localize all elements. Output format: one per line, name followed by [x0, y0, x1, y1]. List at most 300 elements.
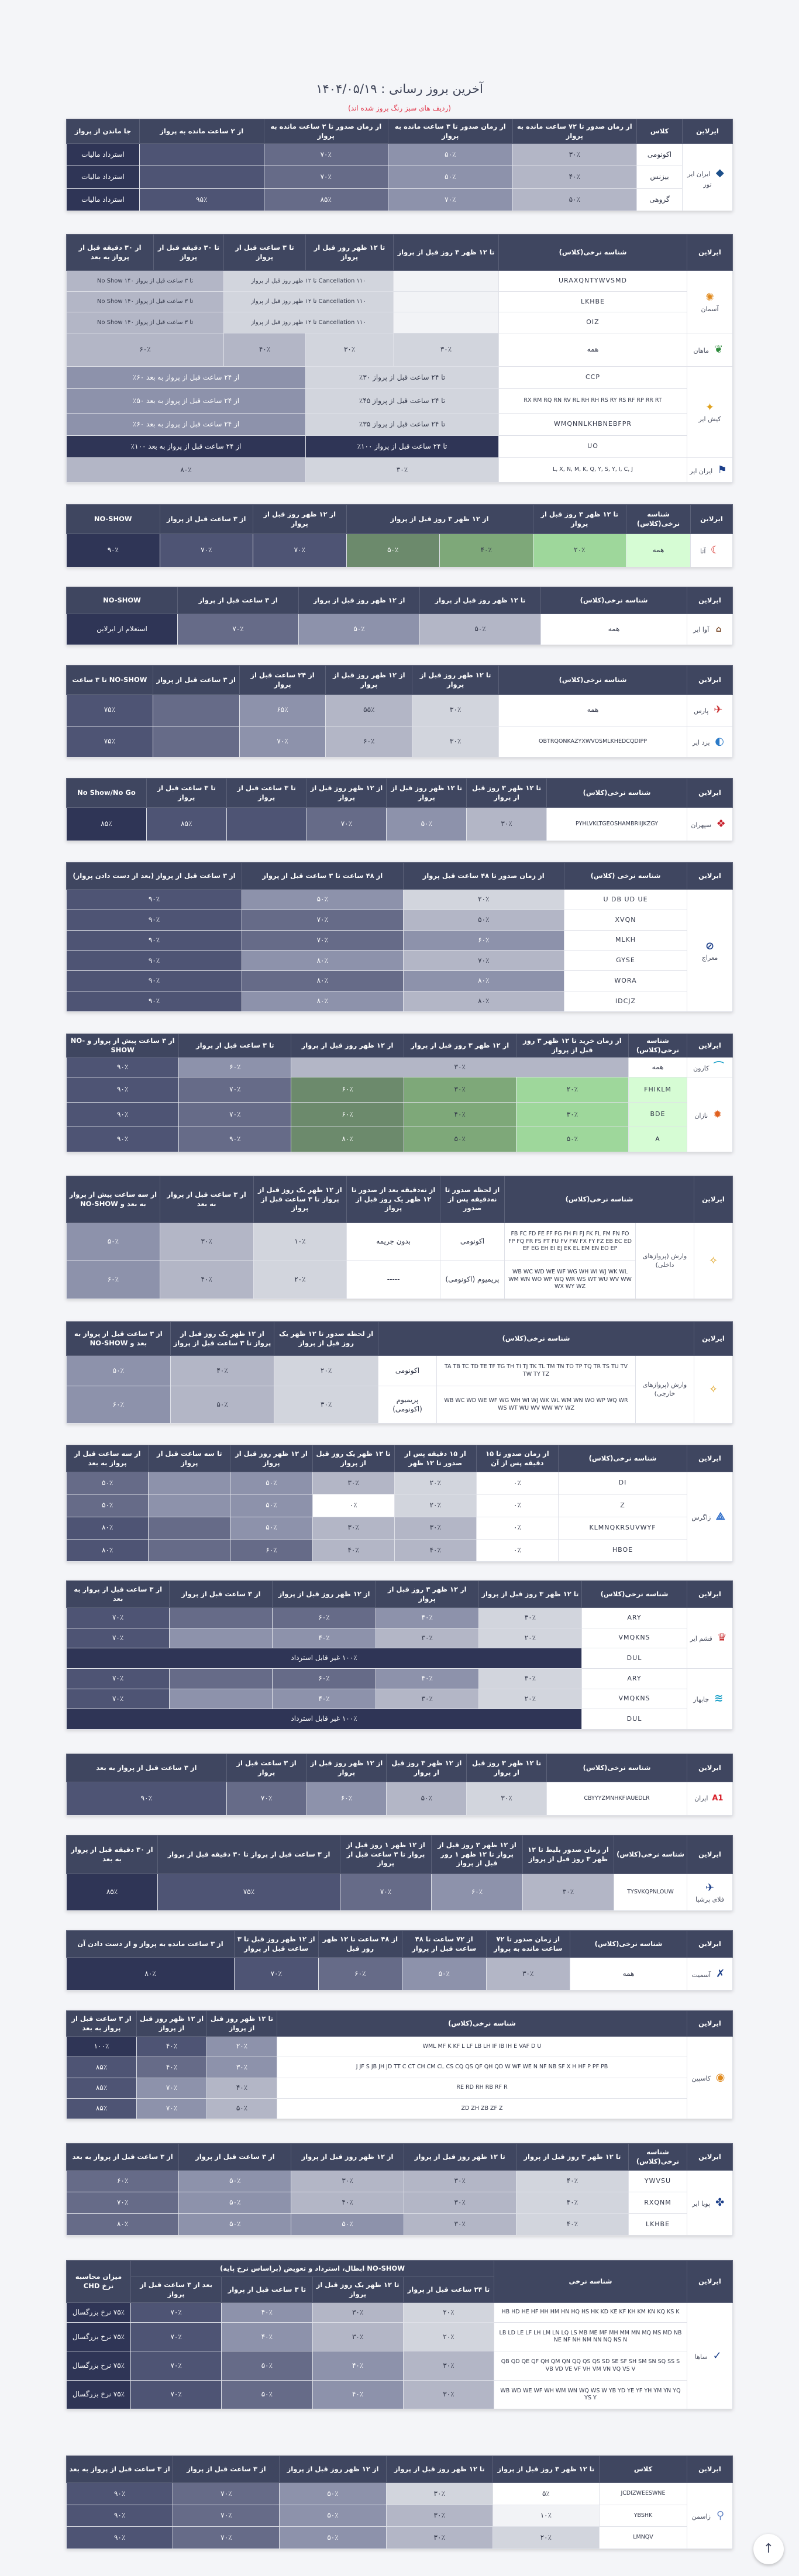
cell: استرداد مالیات [67, 166, 140, 188]
cell: YWVSU [629, 2171, 687, 2192]
cell: ۸۰٪ [403, 991, 564, 1012]
iranairtour-logo-icon: ◆ [715, 166, 724, 179]
cell: ۳۰٪ [412, 695, 499, 726]
cell: VMQKNS [582, 1689, 687, 1709]
airline-caron [687, 1058, 733, 1077]
th: تا ۱۲ ظهر ۳ روز قبل از پرواز [493, 2456, 599, 2483]
th: تا ۱۲ ظهر یک روز قبل از پرواز [312, 2277, 403, 2303]
flypersia-logo-icon: ✈ [705, 1881, 715, 1894]
cell: ۹۰٪ [67, 930, 242, 950]
cell: از ۲۴ ساعت قبل از پرواز به بعد ۶۰٪ [67, 413, 306, 435]
cell: ۵۰٪ [291, 2214, 404, 2236]
cell: Cancellation ۱۱۰ تا ۱۲ ظهر روز قبل از پرواز [224, 291, 394, 312]
cell: A [629, 1127, 687, 1152]
caspian-table [66, 2010, 733, 2119]
arrow-up-icon: ↑ [763, 2541, 774, 2556]
cell: ۱۰۰٪ غیر قابل استرداد [67, 1648, 582, 1669]
airline-label: زاگرس [691, 1514, 711, 1521]
green-rows-note: (ردیف های سبز رنگ بروز شده اند) [348, 104, 451, 112]
cell: ۶۰٪ [326, 726, 412, 757]
cell: استعلام از ایرلاین [67, 614, 178, 645]
cell: ۸۰٪ [67, 2214, 179, 2236]
page-title: آخرین بروز رسانی : ۱۴۰۴/۰۵/۱۹ [316, 82, 483, 96]
cell [394, 291, 499, 312]
airline-label: آسمیت [691, 1971, 711, 1979]
cell: ۳۰٪ [404, 2171, 516, 2192]
airline-label: ساها [694, 2353, 708, 2361]
cell: تا ۳ ساعت قبل از پرواز ۱۴۰ No Show [67, 271, 224, 292]
cell: ۱۰۰٪ غیر قابل استرداد [67, 1709, 582, 1730]
th: از زمان صدور تا ۴۸ ساعت قبل پرواز [403, 863, 564, 890]
cell: ۴۰٪ [222, 2303, 312, 2323]
cell: DI [559, 1472, 687, 1494]
cell: ۳۰٪ [516, 1102, 628, 1127]
cell: همه [629, 1058, 687, 1077]
cell: ۸۰٪ [67, 458, 306, 483]
cell: ۴۰٪ [224, 333, 306, 366]
cell: ۷۵٪ نرخ بزرگسال [67, 2323, 131, 2351]
th: از لحظه صدور تا نه‌دقیقه پس از صدور [440, 1176, 505, 1223]
cell: از ۲۴ ساعت قبل از پرواز به بعد ۶۰٪ [67, 366, 306, 388]
cell: ۳۰٪ [486, 1958, 570, 1990]
th: از ۳ ساعت قبل از پرواز (بعد از دست دادن پرواز) [67, 863, 242, 890]
cell: ۵۰٪ [67, 1472, 149, 1494]
cell: ۵۰٪ [280, 2527, 386, 2549]
th: از ۱۲ ظهر روز قبل از پرواز [273, 1581, 376, 1608]
cell [140, 144, 264, 166]
cell: ۳۰٪ [376, 1689, 478, 1709]
cell: از ۲۴ ساعت قبل از پرواز به بعد ۱۰۰٪ [67, 435, 306, 457]
cell: ۵۰٪ [230, 1517, 312, 1539]
cell: ۳۰٪ [404, 2192, 516, 2214]
th: از ۳ ساعت قبل از پرواز به بعد [67, 2011, 137, 2037]
cell: ۶۰٪ [273, 1608, 376, 1628]
yazdair-logo-icon: ◐ [715, 735, 724, 748]
cell: ۲۰٪ [394, 1472, 476, 1494]
cell: ۳۰٪ [404, 1077, 516, 1103]
cell: ۷۰٪ [242, 910, 404, 930]
th: ایرلاین [687, 587, 733, 614]
cell: ۹۰٪ [67, 1102, 179, 1127]
cell: ۵۰٪ [516, 1127, 628, 1152]
cell: ۳۰٪ [386, 2527, 493, 2549]
th: شناسه نرخی(کلاس) [614, 1835, 687, 1874]
cell: ۵۰٪ [242, 890, 404, 910]
nazhan-logo-icon: ✹ [713, 1108, 722, 1121]
zasmen-table [66, 2456, 733, 2549]
cell: GYSE [564, 950, 687, 971]
th: از ۱۲ ظهر ۳ روز قبل از پرواز [404, 1034, 516, 1058]
cell: ۹۰٪ [67, 991, 242, 1012]
cell: اکونومی [440, 1223, 505, 1261]
cell: ۴۰٪ [222, 2323, 312, 2351]
airline-label: ماهان [693, 346, 709, 354]
cell: ۸۵٪ [146, 808, 226, 841]
cell [170, 1668, 273, 1689]
cell: ۵۰٪ [179, 2192, 291, 2214]
th: از ۱۲ ظهر ۳ روز قبل از پرواز تا ۱۲ ظهر ۱ روز قبل از پرواز [432, 1835, 523, 1874]
cell: ۵۰٪ [179, 2214, 291, 2236]
th: تا ۱۲ ظهر ۳ روز قبل از پرواز [516, 2144, 628, 2171]
th: از زمان خرید تا ۱۲ ظهر ۳ روز قبل از پرواز [516, 1034, 628, 1058]
th: ایرلاین [687, 779, 733, 808]
cell: ۸۰٪ [67, 1539, 149, 1561]
th: تا ۱۲ ظهر ۳ روز قبل از پرواز [394, 235, 499, 271]
cell: ۷۰٪ [226, 1782, 306, 1816]
cell: RX RM RQ RN RV RL RH RH RS RY RS RF RP RR RT [499, 388, 687, 413]
cell: ۳۰٪ [467, 1782, 547, 1816]
caspian-logo-icon: ◉ [715, 2071, 725, 2083]
cell: ۷۰٪ [253, 534, 347, 567]
cell: ۴۰٪ [440, 534, 533, 567]
cell: ۷۵٪ [67, 726, 153, 757]
th: از زمان صدور تا ۱۵ دقیقه پس از آن [476, 1445, 558, 1472]
cell: ۴۰٪ [376, 1608, 478, 1628]
cell: ۴۰٪ [137, 2057, 207, 2078]
cell: ۲۰٪ [478, 1689, 581, 1709]
cell: ۳۰٪ [312, 2323, 403, 2351]
th: شناسه نرخی(کلاس) [559, 1445, 687, 1472]
cell: ۷۰٪ [340, 1874, 432, 1911]
scroll-top-button[interactable] [753, 2534, 784, 2564]
cell: ۷۰٪ [179, 1102, 291, 1127]
th: ایرلاین [687, 1835, 733, 1874]
cell: HBOE [559, 1539, 687, 1561]
th: جا ماندن از پرواز [67, 119, 140, 144]
cell: ۷۰٪ [403, 950, 564, 971]
cell: ----- [347, 1261, 440, 1299]
cell: ۱۰۰٪ [67, 2037, 137, 2057]
cell: همه [499, 333, 687, 366]
th: از ۲۴ ساعت قبل از پرواز [239, 666, 326, 695]
cell: ۳۰٪ [312, 1517, 394, 1539]
cell: ۵۰٪ [207, 2098, 277, 2119]
th: از ۱۲ ظهر روز قبل از پرواز [230, 1445, 312, 1472]
cell [149, 1539, 230, 1561]
cell: ۹۰٪ [67, 1077, 179, 1103]
cell: همه [626, 534, 691, 567]
cell: Z [559, 1494, 687, 1517]
airline-label: ایران ایر [690, 467, 713, 475]
cell: ۵۰٪ [420, 614, 541, 645]
th: از ۷۲ ساعت تا ۴۸ ساعت قبل از پرواز [402, 1931, 487, 1958]
cell: ۰٪ [476, 1539, 558, 1561]
cell: ۹۰٪ [67, 890, 242, 910]
th-group: NO-SHOW ابطال، استرداد و تعویض (براساس نرخ پایه) [131, 2261, 494, 2277]
avaair-table [66, 587, 733, 645]
th: از ۳ ساعت قبل از پرواز به بعد [67, 2456, 173, 2483]
pars-yazd-table [66, 665, 733, 757]
sepehran-table [66, 778, 733, 841]
cell: ۶۰٪ [67, 2171, 179, 2192]
th: تا ۱۲ ظهر ۳ روز قبل از پرواز [478, 1581, 581, 1608]
cell: ۸۰٪ [67, 1517, 149, 1539]
airline-label: فلای پرشیا [695, 1895, 724, 1903]
th: شناسه نرخی(کلاس) [629, 1034, 687, 1058]
cell: HB HD HE HF HH HM HN HQ HS HK KD KE KF KH KM KN KQ KS K [494, 2303, 687, 2323]
cell: ۶۰٪ [179, 1058, 291, 1077]
cell: گروهی [637, 188, 683, 211]
iran-air1-table [66, 1754, 733, 1816]
zagros-table [66, 1445, 733, 1562]
cell [394, 271, 499, 292]
asmit-table [66, 1930, 733, 1990]
cell: ۴۰٪ [291, 2192, 404, 2214]
cell: ۴۰٪ [516, 2192, 628, 2214]
cell: WMQNNLKHBNEBFPR [499, 413, 687, 435]
th: از زمان صدور تا ۲ ساعت مانده به پرواز [264, 119, 388, 144]
th: شناسه نرخی(کلاس) [570, 1931, 687, 1958]
th: از ۳ ساعت قبل از پرواز به بعد [160, 1176, 253, 1223]
cell: ۳۰٪ [403, 2380, 494, 2409]
cell: ۲۰٪ [493, 2527, 599, 2549]
cell: ۹۰٪ [67, 2527, 173, 2549]
th: از لحظه صدور تا ۱۲ ظهر یک روز قبل از پرواز [274, 1322, 378, 1356]
cell: ZD ZH ZB ZF Z [277, 2098, 687, 2119]
cell [149, 1517, 230, 1539]
cell: ۵٪ [493, 2483, 599, 2505]
cell: همه [541, 614, 687, 645]
mahan-logo-icon: ❦ [714, 343, 724, 356]
cell: MLKH [564, 930, 687, 950]
avaair-logo-icon: ⌂ [715, 625, 722, 634]
cell: WB WD WE WF WH WM WN WQ WS W YB YD YE YF YH YM YN YQ YS Y [494, 2380, 687, 2409]
cell: ۲۰٪ [403, 2323, 494, 2351]
cell: ۷۰٪ [242, 930, 404, 950]
cell: FB FC FD FE FF FG FH FI FJ FK FL FM FN FO FP FQ FR FS FT FU FV FW FX FY FZ EB EC ED EF EG EH EI EJ EK EL EM EN EO EP [505, 1223, 636, 1261]
th: از ۳ ساعت قبل از پرواز به بعد [67, 2144, 179, 2171]
cell: ۳۰٪ [478, 1668, 581, 1689]
cell: ۷۰٪ [173, 2505, 280, 2527]
cell: ۳۰٪ [412, 726, 499, 757]
th: ایرلاین [687, 1034, 733, 1058]
th: ایرلاین [687, 1754, 733, 1782]
cell: QB QD QE QF QH QM QN QQ QS QS SD SE SF SH SM SN SQ SS S VB VD VE VF VH VM VN VQ VS V [494, 2351, 687, 2380]
th: از ۱۲ ظهر روز قبل از پرواز [253, 505, 347, 534]
cell: L, X, N, M, K, Q, Y, S, Y, I, C, J [499, 458, 687, 483]
cell: ۶۰٪ [67, 1386, 171, 1424]
th: از ۱۲ ظهر ۳ روز قبل از پرواز [346, 505, 533, 534]
th: از ۱۲ ظهر روز قبل تا ۳ ساعت قبل از پرواز [235, 1931, 319, 1958]
th: شناسه نرخی(کلاس) [277, 2011, 687, 2037]
airline-caspian [687, 2037, 733, 2119]
cell: ۵۰٪ [67, 1223, 160, 1261]
cell [140, 166, 264, 188]
varesh-logo-cell [694, 1356, 733, 1424]
airline-iranair [687, 458, 733, 483]
cell: ۷۰٪ [131, 2323, 222, 2351]
cell: CCP [499, 366, 687, 388]
th: تا ۱۲ ظهر یک روز قبل از پرواز [312, 1445, 394, 1472]
cell: LB LD LE LF LH LM LN LQ LS MB ME MF MH MM MN MQ MS MD NB NE NF NH NM NN NQ NS N [494, 2323, 687, 2351]
cell: ۷۰٪ [67, 1608, 170, 1628]
pars-logo-icon: ✈ [714, 704, 723, 717]
cell: ۷۰٪ [173, 2483, 280, 2505]
cell: ۵۰٪ [230, 1494, 312, 1517]
th: از ۳ ساعت قبل از پرواز به بعد [67, 1754, 227, 1782]
cell: DUL [582, 1709, 687, 1730]
cell: ۳۰٪ [386, 2483, 493, 2505]
cell: ۳۰٪ [386, 2505, 493, 2527]
airline-kishair [687, 366, 733, 457]
th: از ۳ ساعت قبل از پرواز [170, 1581, 273, 1608]
cell: ۵۰٪ [387, 808, 467, 841]
cell: ۳۰٪ [207, 2057, 277, 2078]
cell: ۵۰٪ [67, 1494, 149, 1517]
cell: همه [499, 695, 687, 726]
cell: ۳۰٪ [291, 1058, 629, 1077]
th: از سه ساعت پیش از پرواز به بعد و NO-SHOW [67, 1176, 160, 1223]
airline-nazhan [687, 1077, 733, 1152]
th: شناسه نرخی(کلاس) [582, 1581, 687, 1608]
cell: ۸۵٪ [67, 2078, 137, 2098]
varesh-logo-cell [694, 1223, 733, 1299]
ata-table [66, 504, 733, 567]
airline-aseman [687, 271, 733, 333]
cell: UO [499, 435, 687, 457]
airline-ata [691, 534, 733, 567]
airline-qeshm [687, 1608, 733, 1669]
cell: ۰٪ [476, 1472, 558, 1494]
cell: ۳۰٪ [291, 2171, 404, 2192]
cell: ۷۰٪ [264, 166, 388, 188]
cell: ۶۰٪ [291, 1102, 404, 1127]
cell: ۷۵٪ نرخ بزرگسال [67, 2380, 131, 2409]
th: شناسه نرخی(کلاس) [547, 1754, 687, 1782]
th: تا ۳۰ دقیقه قبل از پرواز [154, 235, 224, 271]
th: شناسه نرخی(کلاس) [499, 666, 687, 695]
cell: ۶۰٪ [306, 1782, 387, 1816]
cell: ۷۵٪ [67, 695, 153, 726]
airline-label: وارش (پروازهای داخلی) [636, 1223, 694, 1299]
airline-label: ایران ایر تور [687, 170, 712, 188]
cell: ۷۰٪ [131, 2351, 222, 2380]
cell: ۳۰٪ [512, 144, 637, 166]
cell: ۸۰٪ [242, 991, 404, 1012]
th: تا ۱۲ ظهر روز قبل از پرواز [386, 2456, 493, 2483]
cell: ۷۰٪ [306, 808, 387, 841]
cell: همه [570, 1958, 687, 1990]
sepehran-logo-icon: ❖ [716, 818, 726, 830]
airline-label: نازان [694, 1111, 708, 1120]
airline-label: کارون [693, 1064, 710, 1072]
cell: ۷۰٪ [160, 534, 253, 567]
cell: ۷۰٪ [131, 2303, 222, 2323]
cell: ۳۰٪ [403, 2351, 494, 2380]
cell: ۷۵٪ نرخ بزرگسال [67, 2303, 131, 2323]
airline-mahan [687, 333, 733, 366]
cell: ۲۰٪ [207, 2037, 277, 2057]
airline-label: آوا ایر [693, 626, 710, 633]
airline-label: یزد ایر [692, 738, 710, 746]
th-class: کلاس [637, 119, 683, 144]
th: از ۳ ساعت قبل از پرواز [173, 2456, 280, 2483]
zasmen-logo-icon: ⚲ [716, 2509, 724, 2522]
cell: ۲۰٪ [394, 1494, 476, 1517]
cell: اکونومی [378, 1356, 436, 1386]
airline-pars [687, 695, 733, 726]
th: ایرلاین [687, 863, 733, 890]
cell: ۵۰٪ [403, 910, 564, 930]
airline-chabahar [687, 1668, 733, 1729]
cell: ۷۰٪ [173, 2527, 280, 2549]
cell: LKHBE [629, 2214, 687, 2236]
caron-nazhan-table [66, 1034, 733, 1152]
airline-label: قشم ایر [690, 1635, 712, 1643]
cell: تا ۲۴ ساعت قبل از پرواز ۱۰۰٪ [306, 435, 499, 457]
th: تا سه ساعت قبل از پرواز [149, 1445, 230, 1472]
th: از ۳ ساعت قبل از پرواز [226, 1754, 306, 1782]
th: NO-SHOW [67, 587, 178, 614]
cell: ۵۰٪ [222, 2380, 312, 2409]
th: ایرلاین [687, 235, 733, 271]
cell: ۹۰٪ [67, 2505, 173, 2527]
cell: ۴۰٪ [160, 1261, 253, 1299]
cell: KLMNQKRSUVWYF [559, 1517, 687, 1539]
cell [170, 1689, 273, 1709]
cell: ۳۰٪ [312, 1472, 394, 1494]
cell: ۴۰٪ [170, 1356, 274, 1386]
cell: بدون جریمه [347, 1223, 440, 1261]
th: ایرلاین [687, 2261, 733, 2303]
saha-logo-icon: ✓ [712, 2349, 722, 2362]
cell: WB WC WD WE WF WG WH WI WJ WK WL WM WN WO WP WQ WR WS WT WU WV WW WY WZ [437, 1386, 636, 1424]
cell [153, 726, 239, 757]
cell: ۶۰٪ [230, 1539, 312, 1561]
varesh-logo-icon: ✧ [708, 1383, 718, 1396]
cell: ۴۰٪ [312, 1539, 394, 1561]
th: تا ۱۲ ظهر روز قبل از پرواز [412, 666, 499, 695]
cell: تا ۳ ساعت قبل از پرواز ۱۴۰ No Show [67, 312, 224, 333]
cell: FHIKLM [629, 1077, 687, 1103]
th: از ۳ ساعت قبل از پرواز [178, 587, 299, 614]
cell: URAXQNTYWVSMD [499, 271, 687, 292]
cell: ۷۰٪ [67, 2192, 179, 2214]
cell: ۶۰٪ [318, 1958, 402, 1990]
th: از ۱۲ ظهر روز قبل از پرواز [326, 666, 412, 695]
airline-label: زاسمن [691, 2513, 711, 2520]
cell: ۶۰٪ [273, 1668, 376, 1689]
th: NO-SHOW [67, 505, 160, 534]
cell: ۹۰٪ [67, 910, 242, 930]
airline-yazdair [687, 726, 733, 757]
cell: ۵۰٪ [402, 1958, 487, 1990]
iranairtour-table [66, 119, 733, 211]
cell [170, 1628, 273, 1648]
th: از ۳ ساعت قبل از پرواز [160, 505, 253, 534]
cell: ۳۰٪ [306, 458, 499, 483]
cell: ۸۰٪ [291, 1127, 404, 1152]
saha-table [66, 2260, 733, 2409]
cell: ۷۰٪ [178, 614, 299, 645]
cell: ۷۰٪ [131, 2380, 222, 2409]
cell: ۵۰٪ [170, 1386, 274, 1424]
th: از ۳ ساعت مانده به پرواز و از دست دادن آن [67, 1931, 235, 1958]
th: تا ۲۴ ساعت قبل از پرواز [403, 2277, 494, 2303]
airline-label: معراج [701, 953, 718, 962]
cell: ۵۰٪ [280, 2505, 386, 2527]
cell: ۹۰٪ [67, 1127, 179, 1152]
meraj-logo-icon: ⊘ [705, 939, 715, 952]
cell: ۴۰٪ [273, 1628, 376, 1648]
cell: ۴۰٪ [137, 2037, 207, 2057]
cell: ۲۰٪ [478, 1628, 581, 1648]
cell: ۹۰٪ [67, 2483, 173, 2505]
cell: ۶۰٪ [67, 333, 224, 366]
th: شناسه نرخی(کلاس) [629, 2144, 687, 2171]
cell: BDE [629, 1102, 687, 1127]
cell: ۴۰٪ [394, 1539, 476, 1561]
